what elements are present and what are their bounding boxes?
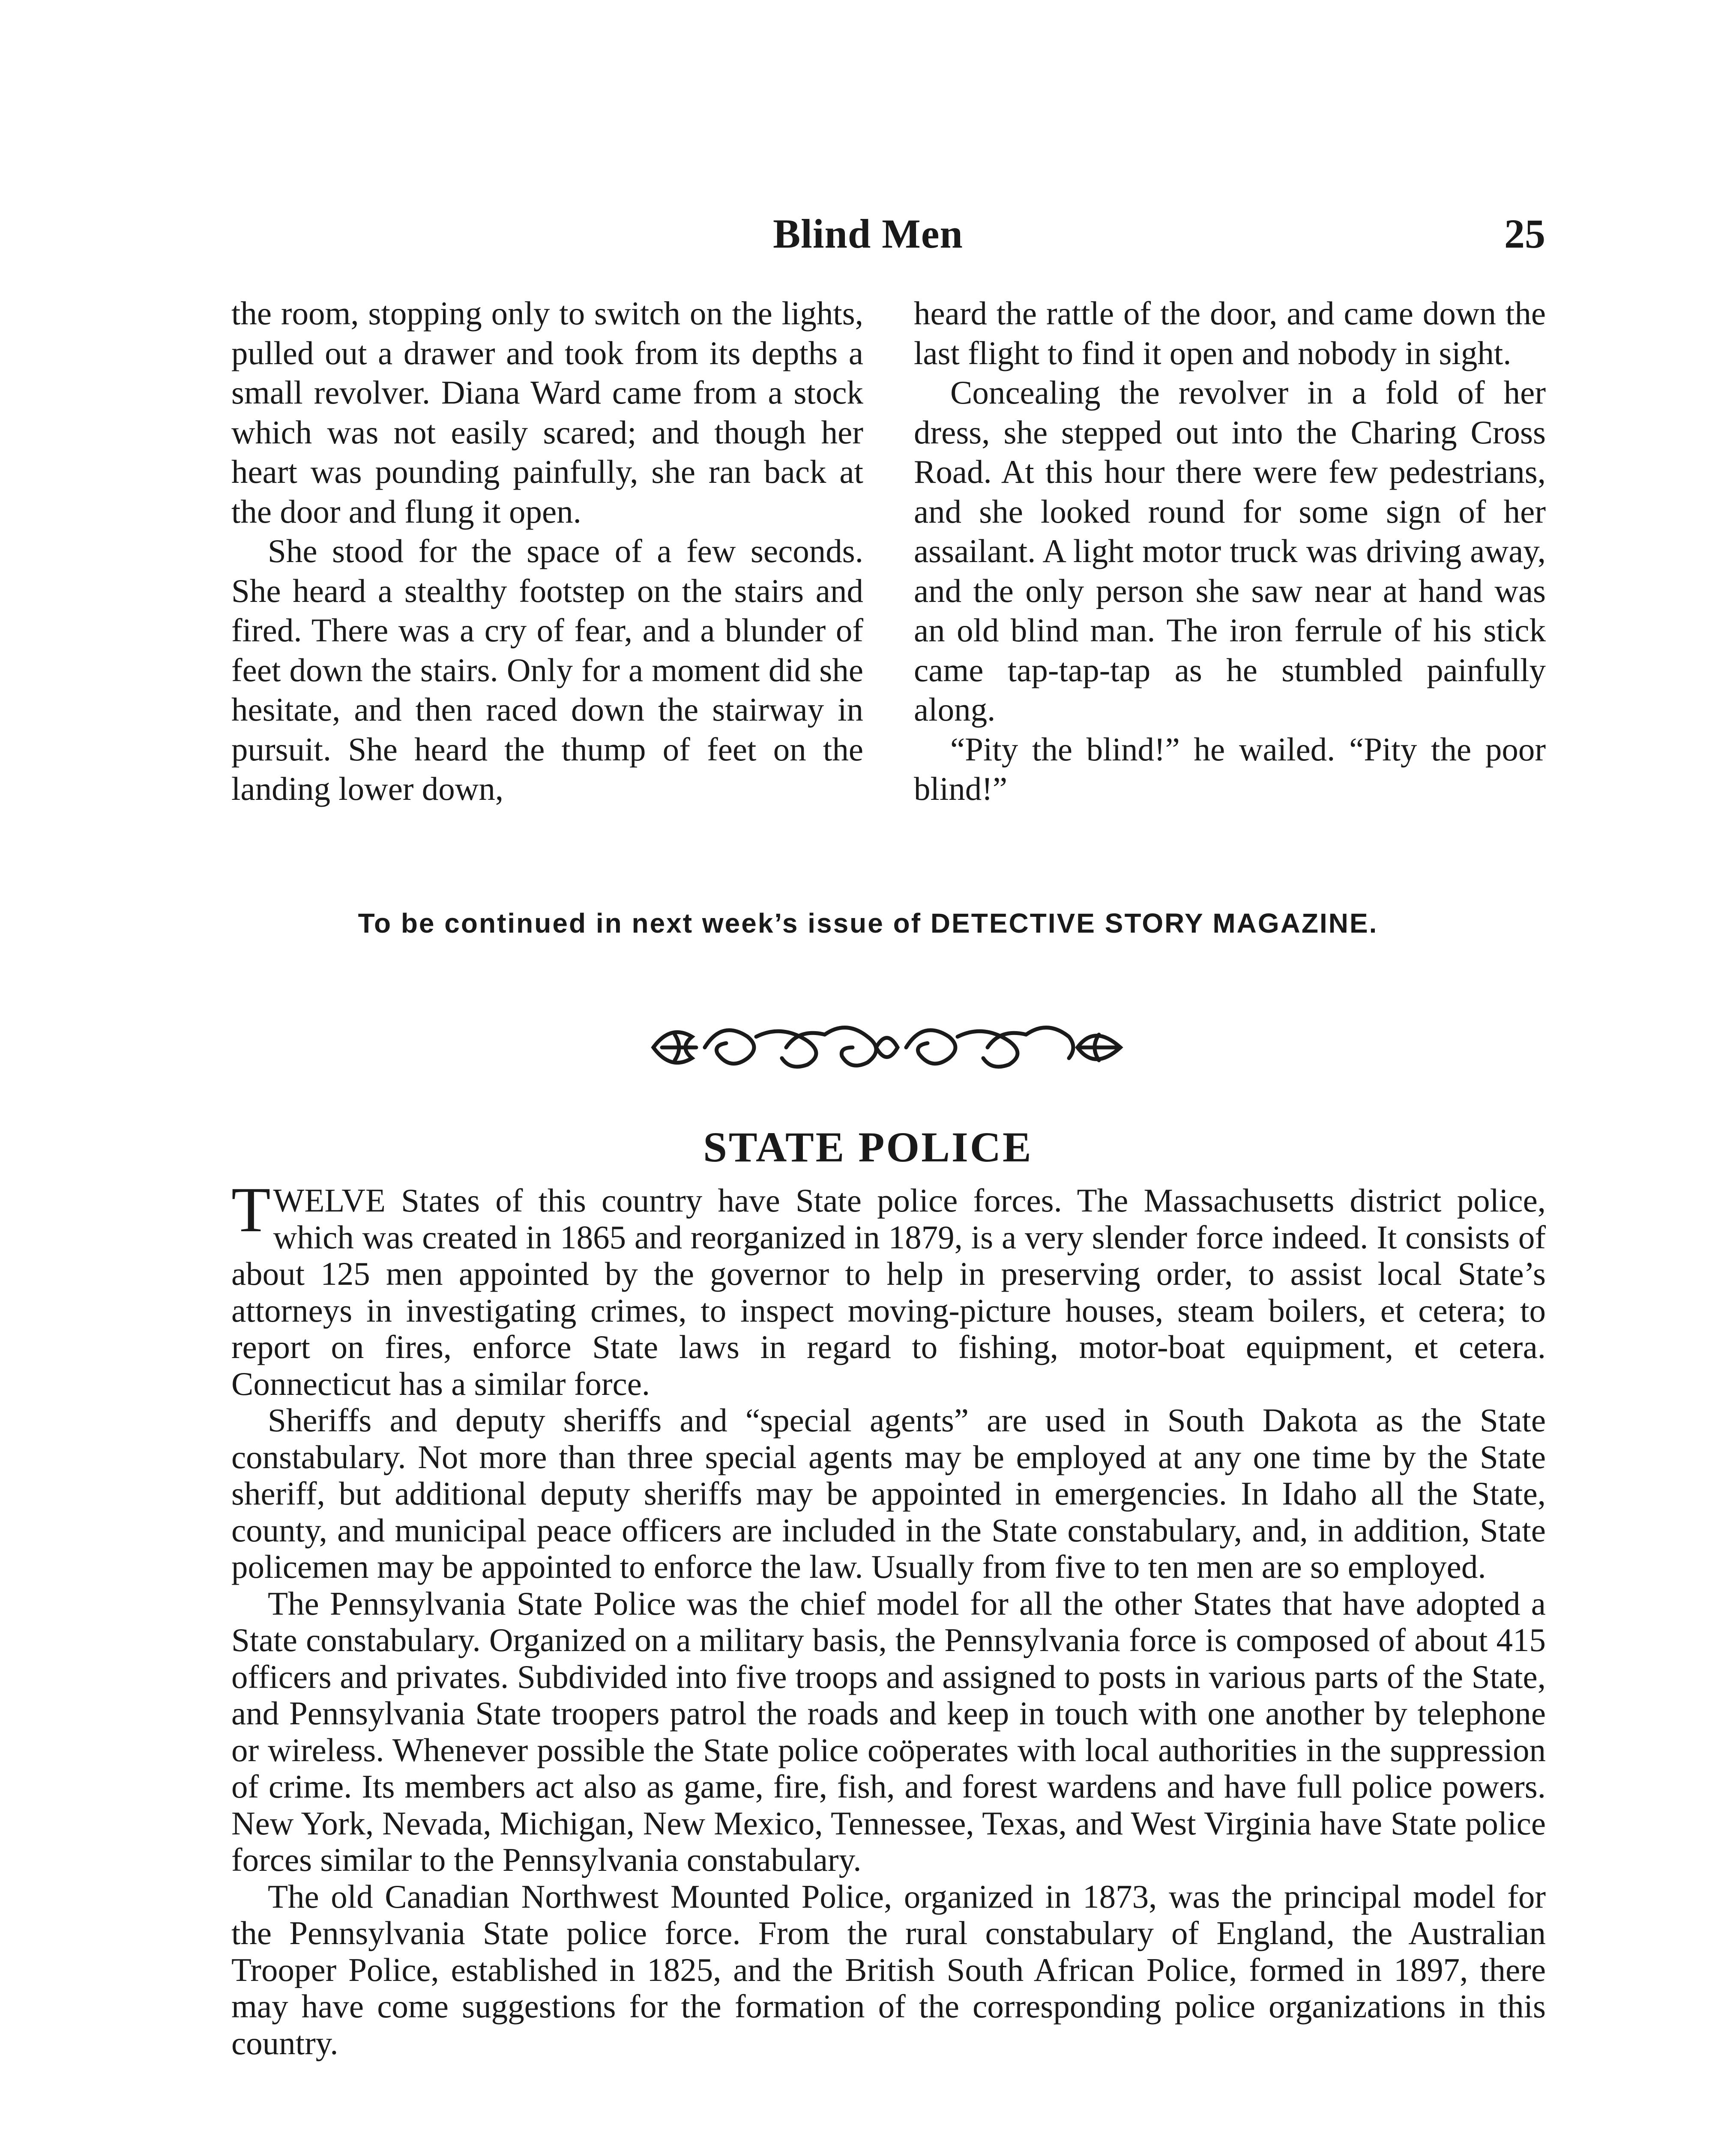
story-columns bbox=[231, 293, 1546, 809]
story-paragraph: “Pity the blind!” he wailed. “Pity the poor blind!” bbox=[914, 730, 1546, 807]
story-paragraph: the room, stopping only to switch on the lights, pulled out a drawer and took from its depths a small revolver. Diana Ward came from a stock which was not easily scared; and though her heart was pounding painfully, she ran back at the door and flung it open. bbox=[231, 295, 863, 530]
story-right-column bbox=[914, 293, 1546, 809]
page-number: 25 bbox=[1504, 211, 1545, 257]
article-paragraph: The old Canadian Northwest Mounted Police, organized in 1873, was the principal model for the Pennsylvania State police force. From the rural constabulary of England, the Australian Trooper Police, established in 1825, and the British South African Police, formed in 1897, there may have come suggestions for the formation of the corresponding police organizations in this country. bbox=[231, 1878, 1546, 2061]
story-paragraph: Concealing the revolver in a fold of her dress, she stepped out into the Charing Cross Road. At this hour there were few pedestrians, and she looked round for some sign of her assailant. A light motor truck was driving away, and the only person she saw near at hand was an old blind man. The iron ferrule of his stick came tap-tap-tap as he stumbled painfully along. bbox=[914, 374, 1546, 728]
article-paragraph: The Pennsylvania State Police was the chief model for all the other States that have adopted a State constabulary. Organized on a military basis, the Pennsylvania force is composed of about 415 officers and privates. Subdivided into five troops and assigned to posts in various parts of the State, and Pennsylvania State troopers patrol the roads and keep in touch with one another by telephone or wireless. Whenever possible the State police coöperates with local authorities in the suppression of crime. Its members act also as game, fire, fish, and forest wardens and have full police powers. New York, Nevada, Michigan, New Mexico, Tennessee, Texas, and West Virginia have State police forces similar to the Pennsylvania constabulary. bbox=[231, 1585, 1546, 1878]
floral-scroll-divider-icon bbox=[645, 1011, 1129, 1084]
running-title: Blind Men bbox=[773, 211, 963, 257]
continued-notice: To be continued in next week’s issue of DETECTIVE STORY MAGAZINE. bbox=[358, 908, 1378, 939]
article-heading: STATE POLICE bbox=[703, 1123, 1033, 1171]
article-paragraph-text: WELVE States of this country have State police forces. The Massachusetts district police, which was created in 1865 and reorganized in 1879, is a very slender force indeed. It consists of about 125 men appointed by the governor to help in preserving order, to assist local State’s attorneys in investigating crimes, to inspect moving-picture houses, steam boilers, et cetera; to report on fires, enforce State laws in regard to fishing, motor-boat equipment, et cetera. Connecticut has a similar force. bbox=[231, 1182, 1546, 1402]
story-paragraph: She stood for the space of a few seconds. She heard a stealthy footstep on the stairs and fired. There was a cry of fear, and a blunder of feet down the stairs. Only for a moment did she hesitate, and then raced down the stairway in pursuit. She heard the thump of feet on the landing lower down, bbox=[231, 533, 863, 807]
story-paragraph: heard the rattle of the door, and came down the last flight to find it open and nobody in sight. bbox=[914, 295, 1546, 371]
story-left-column bbox=[231, 293, 863, 809]
article-body bbox=[231, 1174, 1546, 2061]
article-paragraph: Sheriffs and deputy sheriffs and “special agents” are used in South Dakota as the State constabulary. Not more than three special agents may be employed at any one time by the State sheriff, but additional deputy sheriffs may be appointed in emergencies. In Idaho all the State, county, and municipal peace officers are included in the State constabulary, and, in addition, State policemen may be appointed to enforce the law. Usually from five to ten men are so employed. bbox=[231, 1402, 1546, 1585]
article-paragraph bbox=[231, 1174, 1546, 1402]
drop-cap: T bbox=[231, 1174, 271, 1245]
